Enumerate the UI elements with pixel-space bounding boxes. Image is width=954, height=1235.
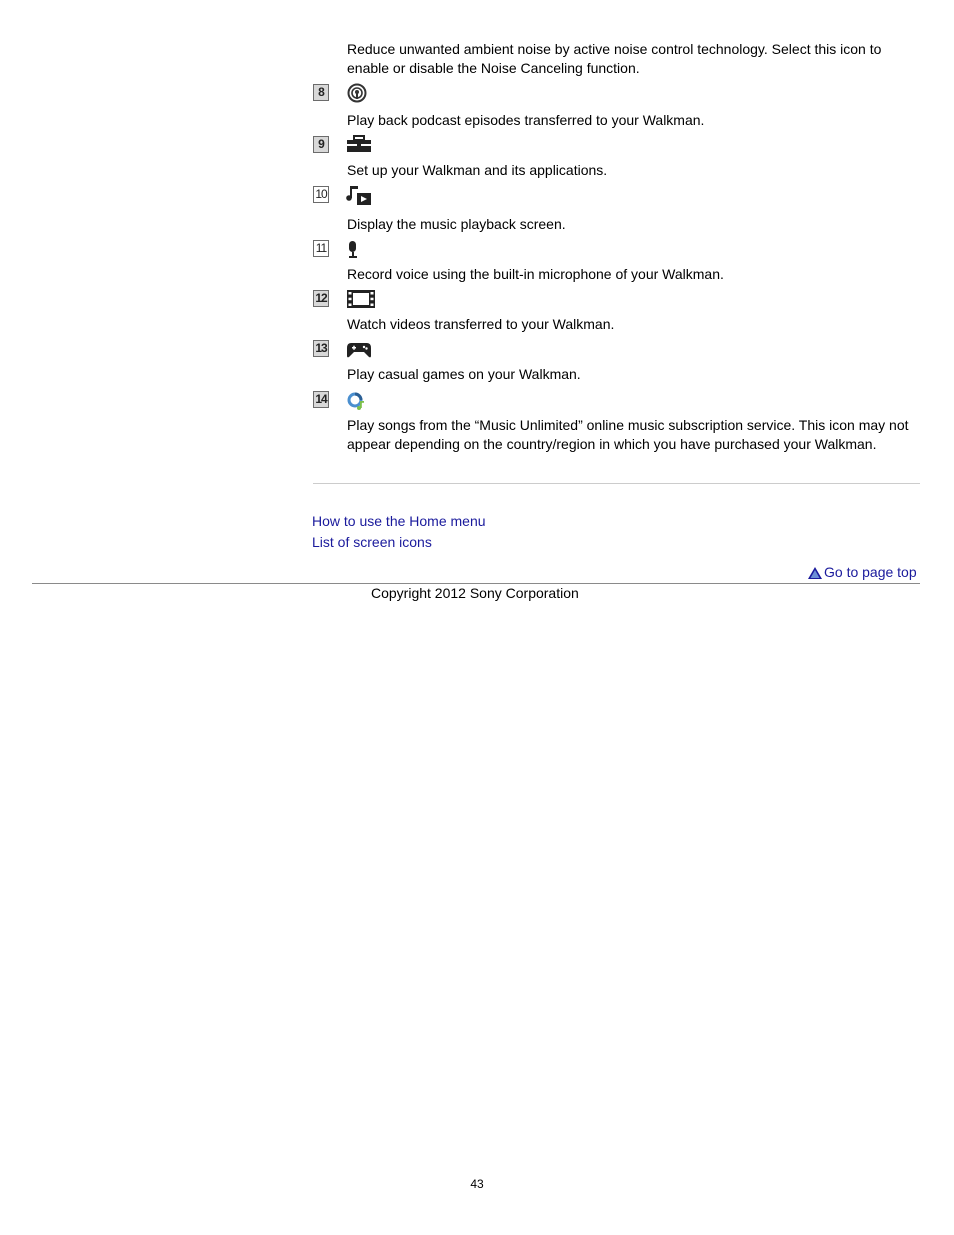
item-number-10: 10 bbox=[313, 186, 329, 203]
item-14-line-1: Play songs from the “Music Unlimited” online music subscription service. This icon may not bbox=[347, 417, 909, 433]
item-number-14: 14 bbox=[313, 391, 329, 408]
intro-text bbox=[347, 40, 922, 78]
item-14-line-2: appear depending on the country/region in which you have purchased your Walkman. bbox=[347, 436, 877, 452]
item-number-8: 8 bbox=[313, 84, 329, 101]
item-number-9: 9 bbox=[313, 136, 329, 153]
music-unlimited-icon bbox=[346, 391, 368, 414]
item-number-11: 11 bbox=[313, 240, 329, 257]
podcast-icon bbox=[346, 83, 368, 106]
item-12-description: Watch videos transferred to your Walkman. bbox=[347, 316, 615, 332]
item-number-12: 12 bbox=[313, 290, 329, 307]
settings-toolbox-icon bbox=[346, 135, 372, 156]
link-how-to-use-home-menu[interactable]: How to use the Home menu bbox=[312, 513, 486, 529]
intro-line-1: Reduce unwanted ambient noise by active noise control technology. Select this icon to bbox=[347, 41, 882, 57]
item-8-description: Play back podcast episodes transferred to your Walkman. bbox=[347, 112, 705, 128]
go-to-page-top-label: Go to page top bbox=[824, 564, 917, 580]
up-arrow-icon bbox=[808, 566, 822, 578]
item-13-description: Play casual games on your Walkman. bbox=[347, 366, 581, 382]
gamepad-icon bbox=[346, 341, 372, 362]
item-14-description bbox=[347, 416, 922, 454]
microphone-icon bbox=[346, 240, 360, 263]
link-list-of-screen-icons[interactable]: List of screen icons bbox=[312, 534, 432, 550]
item-10-description: Display the music playback screen. bbox=[347, 216, 566, 232]
music-playback-icon bbox=[346, 184, 372, 209]
item-9-description: Set up your Walkman and its applications. bbox=[347, 162, 608, 178]
copyright-text: Copyright 2012 Sony Corporation bbox=[371, 585, 579, 601]
page-number: 43 bbox=[470, 1177, 484, 1191]
item-11-description: Record voice using the built-in microphone of your Walkman. bbox=[347, 266, 724, 282]
film-video-icon bbox=[346, 289, 376, 312]
section-divider bbox=[313, 483, 920, 484]
item-number-13: 13 bbox=[313, 340, 329, 357]
go-to-page-top-link[interactable] bbox=[808, 564, 917, 580]
intro-line-2: enable or disable the Noise Canceling function. bbox=[347, 60, 640, 76]
